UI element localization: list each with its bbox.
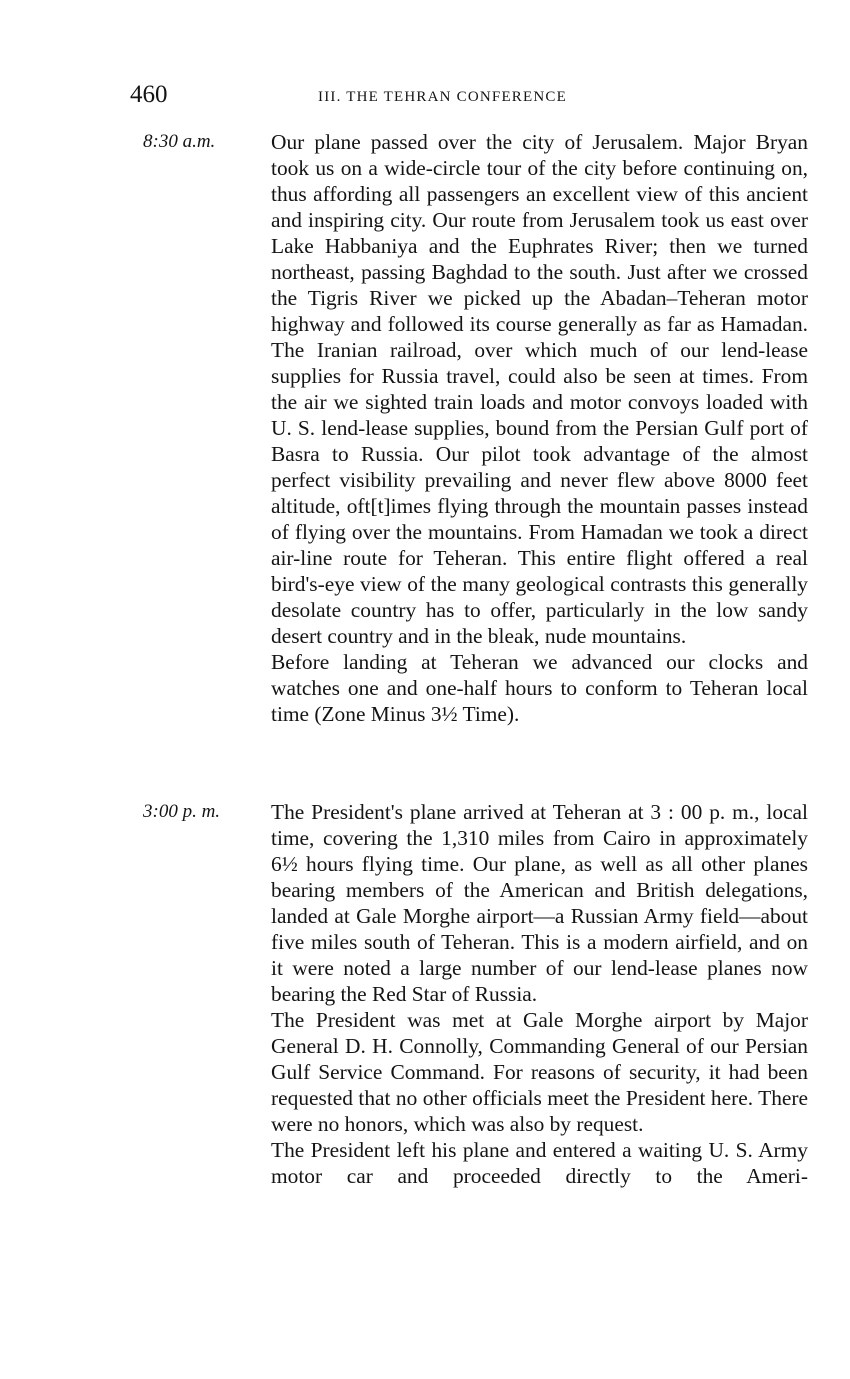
- diary-entry: [0, 799, 850, 1189]
- page-number: 460: [130, 81, 168, 108]
- entry-paragraph: The President was met at Gale Morghe airport by Major General D. H. Connolly, Commanding General of our Persian Gulf Service Command. For reasons of security, it had been requested that no other officials meet the President here. There were no honors, which was also by request.: [271, 1008, 808, 1136]
- diary-entry: [0, 129, 850, 727]
- entry-paragraph: The President's plane arrived at Teheran at 3 : 00 p. m., local time, covering the 1,310 miles from Cairo in approximately 6½ hours flying time. Our plane, as well as all other planes bearing members of the American and British delegations, landed at Gale Morghe airport—a Russian Army field—about five miles south of Teheran. This is a modern airfield, and on it were noted a large number of our lend-lease planes now bearing the Red Star of Russia.: [271, 800, 808, 1006]
- entry-time: 3:00 p. m.: [143, 801, 221, 822]
- entry-paragraph: Our plane passed over the city of Jerusalem. Major Bryan took us on a wide-circle tour of the city before continuing on, thus affording all passengers an excellent view of this ancient and inspiring city. Our route from Jerusalem took us east over Lake Habbaniya and the Euphrates River; then we turned northeast, passing Baghdad to the south. Just after we crossed the Tigris River we picked up the Abadan–Teheran motor highway and followed its course generally as far as Hamadan. The Iranian railroad, over which much of our lend-lease supplies for Russia travel, could also be seen at times. From the air we sighted train loads and motor convoys loaded with U. S. lend-lease supplies, bound from the Persian Gulf port of Basra to Russia. Our pilot took advantage of the almost perfect visibility prevailing and never flew above 8000 feet altitude, oft[t]imes flying through the mountain passes instead of flying over the mountains. From Hamadan we took a direct air-line route for Teheran. This entire flight offered a real bird's-eye view of the many geological contrasts this generally desolate country has to offer, particularly in the low sandy desert country and in the bleak, nude mountains.: [271, 130, 808, 648]
- entry-time: 8:30 a.m.: [143, 131, 216, 152]
- entry-paragraph: Before landing at Teheran we advanced our clocks and watches one and one-half hours to conform to Teheran local time (Zone Minus 3½ Time).: [271, 650, 808, 726]
- running-head: III. THE TEHRAN CONFERENCE: [318, 89, 567, 105]
- entry-paragraph: The President left his plane and entered a waiting U. S. Army motor car and proceeded directly to the Ameri-: [271, 1138, 808, 1188]
